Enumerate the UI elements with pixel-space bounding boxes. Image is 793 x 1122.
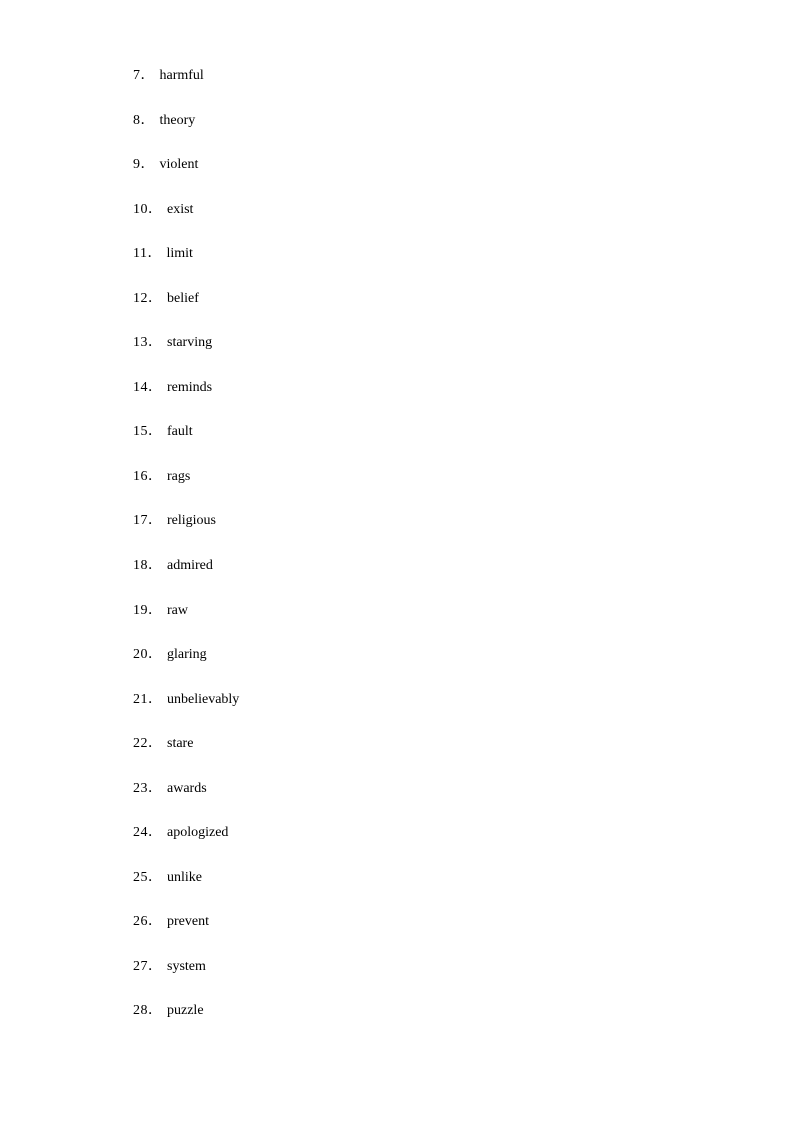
answer-word: fault xyxy=(167,424,193,440)
answer-number: 9 xyxy=(133,157,141,173)
answer-number: 28 xyxy=(133,1003,148,1019)
answer-number: 20 xyxy=(133,647,148,663)
answer-word: starving xyxy=(167,335,213,351)
answer-separator: ． xyxy=(148,780,162,796)
answer-separator: ． xyxy=(148,825,162,841)
answer-number: 11 xyxy=(133,246,148,262)
answer-item xyxy=(133,422,239,467)
answer-item xyxy=(133,556,239,601)
answer-separator: ． xyxy=(140,68,155,83)
answer-separator: ． xyxy=(148,424,162,440)
answer-word: prevent xyxy=(167,914,209,930)
answer-word: admired xyxy=(167,558,213,574)
answer-item xyxy=(133,200,239,245)
answer-item xyxy=(133,111,239,156)
answer-item xyxy=(133,467,239,512)
answer-separator: ． xyxy=(148,290,162,306)
answer-item xyxy=(133,779,239,824)
answer-separator: ． xyxy=(148,736,162,752)
answer-separator: ． xyxy=(148,602,162,618)
answer-separator: ． xyxy=(148,513,162,529)
answer-number: 15 xyxy=(133,424,148,440)
answer-word: theory xyxy=(159,112,196,128)
answer-list xyxy=(133,66,239,1046)
answer-item xyxy=(133,511,239,556)
answer-word: exist xyxy=(167,201,194,217)
answer-word: unbelievably xyxy=(167,691,240,707)
answer-separator: ． xyxy=(148,335,162,351)
answer-word: raw xyxy=(167,602,188,618)
answer-separator: ． xyxy=(148,914,162,930)
answer-word: limit xyxy=(166,246,193,262)
answer-word: rags xyxy=(167,468,191,484)
answer-separator: ． xyxy=(140,112,155,128)
answer-separator: ． xyxy=(148,958,162,974)
answer-separator: ． xyxy=(147,246,162,262)
answer-number: 8 xyxy=(133,112,141,128)
answer-separator: ． xyxy=(140,157,155,173)
answer-word: religious xyxy=(167,513,216,529)
answer-number: 26 xyxy=(133,914,148,930)
answer-separator: ． xyxy=(148,691,162,707)
answer-item xyxy=(133,333,239,378)
answer-word: violent xyxy=(159,157,199,173)
answer-word: glaring xyxy=(167,647,207,663)
answer-number: 21 xyxy=(133,691,148,707)
answer-number: 23 xyxy=(133,780,148,796)
answer-separator: ． xyxy=(148,869,162,885)
answer-number: 22 xyxy=(133,736,148,752)
answer-word: belief xyxy=(167,290,199,306)
answer-separator: ． xyxy=(148,379,162,395)
answer-number: 7 xyxy=(133,68,141,83)
answer-number: 24 xyxy=(133,825,148,841)
answer-item xyxy=(133,734,239,779)
answer-item xyxy=(133,601,239,646)
answer-separator: ． xyxy=(148,558,162,574)
answer-item xyxy=(133,244,239,289)
answer-number: 13 xyxy=(133,335,148,351)
answer-word: system xyxy=(167,958,206,974)
answer-word: awards xyxy=(167,780,207,796)
answer-separator: ． xyxy=(148,1003,162,1019)
answer-number: 16 xyxy=(133,468,148,484)
answer-item xyxy=(133,66,239,111)
answer-number: 18 xyxy=(133,558,148,574)
answer-separator: ． xyxy=(148,468,162,484)
answer-separator: ． xyxy=(148,201,162,217)
answer-word: stare xyxy=(167,736,194,752)
answer-item xyxy=(133,645,239,690)
answer-item xyxy=(133,823,239,868)
answer-number: 10 xyxy=(133,201,148,217)
answer-number: 19 xyxy=(133,602,148,618)
answer-number: 12 xyxy=(133,290,148,306)
answer-item xyxy=(133,868,239,913)
answer-item xyxy=(133,289,239,334)
answer-number: 14 xyxy=(133,379,148,395)
answer-item xyxy=(133,378,239,423)
answer-number: 25 xyxy=(133,869,148,885)
answer-word: reminds xyxy=(167,379,213,395)
answer-item xyxy=(133,912,239,957)
answer-separator: ． xyxy=(148,647,162,663)
answer-item xyxy=(133,957,239,1002)
answer-item xyxy=(133,155,239,200)
answer-item xyxy=(133,1001,239,1046)
answer-word: unlike xyxy=(167,869,202,885)
answer-word: apologized xyxy=(167,825,229,841)
answer-word: puzzle xyxy=(167,1003,204,1019)
answer-number: 27 xyxy=(133,958,148,974)
answer-item xyxy=(133,690,239,735)
answer-word: harmful xyxy=(159,68,204,83)
answer-number: 17 xyxy=(133,513,148,529)
